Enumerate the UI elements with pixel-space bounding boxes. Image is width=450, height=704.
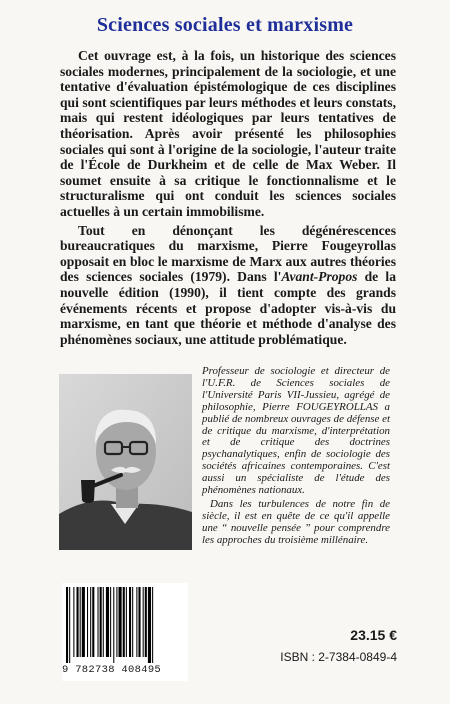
barcode-bar bbox=[98, 587, 99, 657]
barcode-bar bbox=[69, 587, 70, 663]
barcode-bar bbox=[106, 587, 109, 657]
barcode-bar bbox=[66, 587, 68, 663]
barcode-bar bbox=[82, 587, 85, 657]
barcode-bar bbox=[77, 587, 79, 657]
barcode-bar bbox=[90, 587, 91, 657]
barcode-bar bbox=[103, 587, 104, 657]
barcode-bar bbox=[116, 587, 117, 657]
barcode-bar bbox=[110, 587, 111, 657]
book-title: Sciences sociales et marxisme bbox=[96, 14, 354, 36]
barcode-bar bbox=[113, 587, 114, 663]
back-cover-blurb bbox=[60, 48, 396, 347]
blurb-paragraph-1: Cet ouvrage est, à la fois, un historique des sciences sociales modernes, principalement de la sociologie, et une tentative d'évaluation épistémologique de ces disciplines qui sont scientifiques par leurs méthodes et leurs constats, mais qui restent idéologiques par leurs tentatives de théorisation. Après avoir présenté les philosophies sociales qui sont à l'origine de la sociologie, l'auteur traite de l'École de Durkheim et de celle de Max Weber. Il soumet ensuite à sa critique le fonctionnalisme et le structuralisme qui ont conduit les sciences sociales actuelles à un certain immobilisme. bbox=[60, 48, 396, 219]
barcode-bar bbox=[132, 587, 133, 657]
barcode-bar bbox=[80, 587, 81, 657]
avant-propos-italic: Avant-Propos bbox=[281, 269, 358, 285]
author-photo bbox=[59, 374, 192, 550]
barcode-bar bbox=[123, 587, 125, 657]
isbn: ISBN : 2-7384-0849-4 bbox=[280, 650, 397, 664]
blurb-paragraph-2 bbox=[60, 223, 396, 348]
barcode-bar bbox=[148, 587, 151, 663]
barcode-bar bbox=[145, 587, 147, 657]
bio-paragraph-2: Dans les turbulences de notre fin de siècle, il est en quête de ce qu'il appelle une “ nouvelle pensée ” pour comprendre les approches du troisième millénaire. bbox=[202, 497, 390, 546]
barcode-bar bbox=[73, 587, 74, 657]
barcode-bar bbox=[152, 587, 153, 663]
barcode-bar bbox=[87, 587, 88, 657]
barcode-bar bbox=[136, 587, 137, 657]
barcode-bar bbox=[100, 587, 102, 657]
barcode-bar bbox=[126, 587, 127, 657]
barcode-bar bbox=[138, 587, 140, 657]
blurb-paragraph-2-end: de la nouvelle édition (1990), il tient compte des grands événements récents et propose d'adopter vis-à-vis du marxisme, en tant que théorie et méthode d'analyse des phénomènes sociaux, une attitude problématique. bbox=[60, 269, 396, 347]
barcode-bars bbox=[62, 583, 188, 663]
barcode-bar bbox=[143, 587, 144, 657]
barcode-number: 9 782738 408495 bbox=[62, 664, 188, 676]
bio-paragraph-1: Professeur de sociologie et directeur de l'U.F.R. de Sciences sociales de l'Université Paris VII-Jussieu, agrégé de philosophie, Pierre FOUGEYROLLAS a publié de nombreux ouvrages de défense et de critique du marxisme, d'interprétation et de critique des doctrines psychanalytiques, enfin de sociologie des sociétés africaines contemporaines. C'est aussi un spécialiste de l'étude des phénomènes nationaux. bbox=[202, 365, 390, 497]
barcode-bar bbox=[92, 587, 94, 657]
barcode-bar bbox=[129, 587, 131, 657]
price: 23.15 € bbox=[350, 627, 397, 643]
author-bio bbox=[202, 366, 390, 547]
barcode-bar bbox=[119, 587, 122, 657]
blurb-paragraph-2-start: Tout en dénonçant les dégénérescences bureaucratiques du marxisme, Pierre Fougeyrollas opposait en bloc le marxisme de Marx aux autres théories des sciences sociales (1979). Dans l' bbox=[60, 222, 396, 285]
